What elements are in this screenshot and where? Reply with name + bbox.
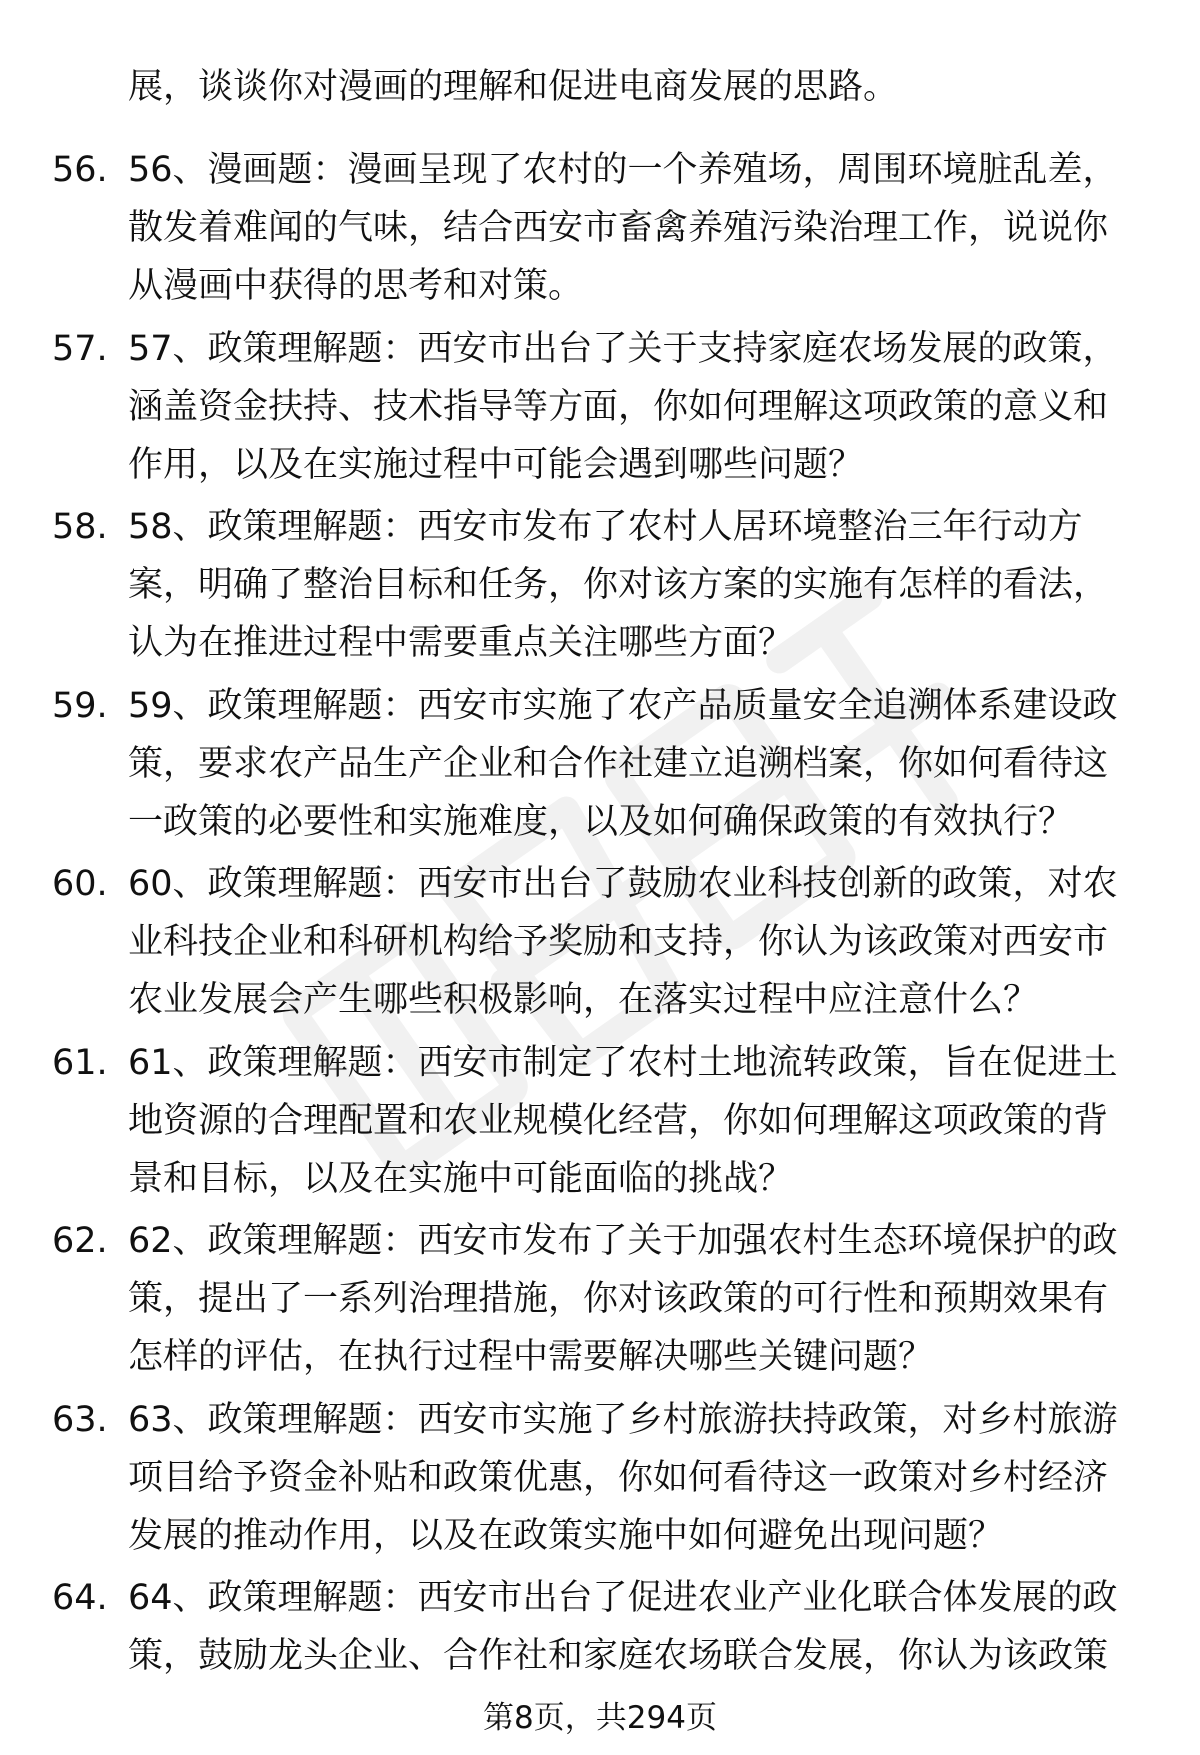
question-text-line: 64、政策理解题：西安市出台了促进农业产业化联合体发展的政 [128, 1578, 1118, 1618]
question-item [0, 498, 1200, 677]
question-number: 61. [52, 1042, 108, 1083]
question-item [0, 677, 1200, 856]
question-text-line: 58、政策理解题：西安市发布了农村人居环境整治三年行动方 [128, 507, 1083, 547]
question-text-line: 发展的推动作用，以及在政策实施中如何避免出现问题？ [128, 1515, 1004, 1556]
question-text-line: 62、政策理解题：西安市发布了关于加强农村生态环境保护的政 [128, 1221, 1118, 1261]
question-text [128, 498, 1148, 672]
question-text-line: 策，鼓励龙头企业、合作社和家庭农场联合发展，你认为该政策 [128, 1636, 1109, 1676]
question-number: 59. [52, 685, 108, 726]
question-number: 57. [52, 328, 108, 369]
question-text [128, 320, 1148, 494]
question-number: 62. [52, 1221, 108, 1261]
question-text [128, 855, 1148, 1029]
question-text-line: 散发着难闻的气味，结合西安市畜禽养殖污染治理工作，说说你 [128, 208, 1109, 248]
question-item [0, 1034, 1200, 1213]
question-text-line: 农业发展会产生哪些积极影响，在落实过程中应注意什么？ [128, 980, 1039, 1020]
question-text [128, 1212, 1148, 1386]
question-text-line: 从漫画中获得的思考和对策。 [128, 266, 584, 306]
question-item [0, 1212, 1200, 1391]
continuation-text: 展，谈谈你对漫画的理解和促进电商发展的思路。 [128, 67, 899, 107]
question-number: 56. [52, 150, 108, 190]
question-text-line: 案，明确了整治目标和任务，你对该方案的实施有怎样的看法， [128, 565, 1109, 605]
question-list [0, 141, 1200, 1748]
question-text-line: 63、政策理解题：西安市实施了乡村旅游扶持政策，对乡村旅游 [128, 1399, 1118, 1440]
question-text [128, 141, 1148, 315]
question-number: 60. [52, 864, 108, 904]
question-text-line: 57、政策理解题：西安市出台了关于支持家庭农场发展的政策， [128, 328, 1118, 369]
question-text-line: 景和目标，以及在实施中可能面临的挑战？ [128, 1158, 794, 1199]
question-number: 63. [52, 1399, 108, 1440]
question-item [0, 1391, 1200, 1570]
question-text [128, 1034, 1148, 1208]
question-text [128, 1391, 1148, 1565]
question-text-line: 61、政策理解题：西安市制定了农村土地流转政策，旨在促进土 [128, 1042, 1118, 1083]
question-text-line: 作用，以及在实施过程中可能会遇到哪些问题？ [128, 444, 864, 485]
question-number: 64. [52, 1578, 108, 1618]
question-text-line: 地资源的合理配置和农业规模化经营，你如何理解这项政策的背 [128, 1100, 1109, 1141]
question-text-line: 涵盖资金扶持、技术指导等方面，你如何理解这项政策的意义和 [128, 386, 1109, 427]
question-text-line: 怎样的评估，在执行过程中需要解决哪些关键问题？ [128, 1337, 934, 1377]
question-text-line: 项目给予资金补贴和政策优惠，你如何看待这一政策对乡村经济 [128, 1457, 1109, 1498]
question-text-line: 56、漫画题：漫画呈现了农村的一个养殖场，周围环境脏乱差， [128, 150, 1118, 190]
question-text [128, 677, 1148, 851]
question-text-line: 60、政策理解题：西安市出台了鼓励农业科技创新的政策，对农 [128, 864, 1118, 904]
question-text-line: 策，提出了一系列治理措施，你对该政策的可行性和预期效果有 [128, 1279, 1109, 1319]
question-item [0, 320, 1200, 499]
question-text [128, 1569, 1148, 1685]
question-item [0, 855, 1200, 1034]
question-number: 58. [52, 507, 108, 547]
question-text-line: 认为在推进过程中需要重点关注哪些方面？ [128, 623, 794, 663]
question-text-line: 业科技企业和科研机构给予奖励和支持，你认为该政策对西安市 [128, 922, 1109, 962]
question-text-line: 一政策的必要性和实施难度，以及如何确保政策的有效执行？ [128, 801, 1074, 842]
question-text-line: 59、政策理解题：西安市实施了农产品质量安全追溯体系建设政 [128, 685, 1118, 726]
page-footer: 第8页，共294页 [483, 1700, 717, 1736]
question-text-line: 策，要求农产品生产企业和合作社建立追溯档案，你如何看待这 [128, 743, 1109, 784]
question-item [0, 141, 1200, 320]
